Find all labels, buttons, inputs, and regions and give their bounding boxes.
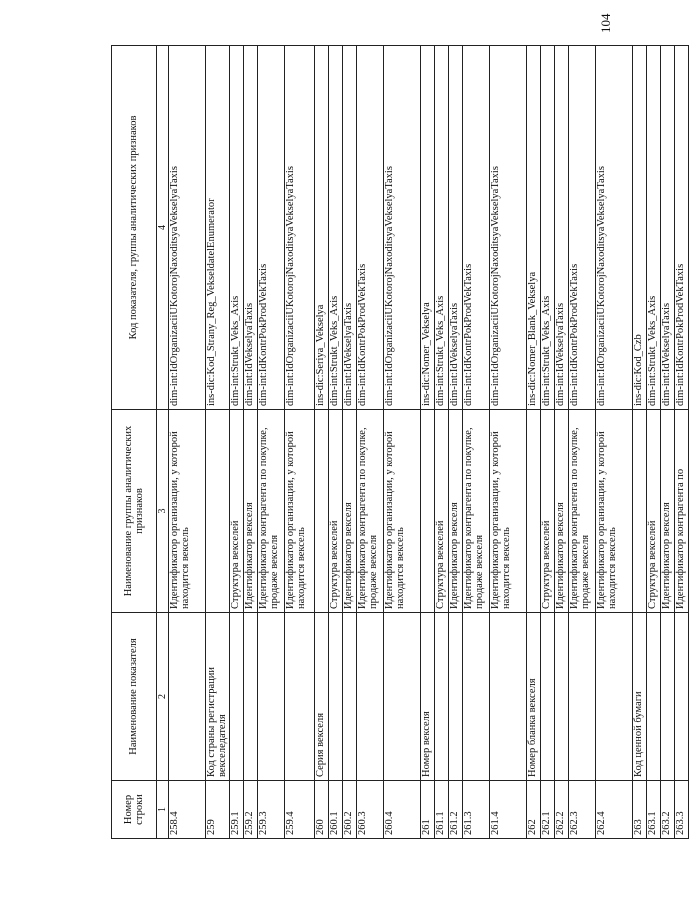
indicator-name <box>540 613 554 781</box>
indicator-code: dim-int:IdVekselyaTaxis <box>554 46 568 410</box>
table-row <box>257 46 284 839</box>
group-name: Идентификатор векселя <box>243 410 257 613</box>
indicator-name: Номер бланка векселя <box>526 613 540 781</box>
table-row <box>206 46 230 839</box>
indicator-name <box>674 613 688 781</box>
table-row <box>314 46 328 839</box>
table-row <box>595 46 632 839</box>
group-name: Идентификатор организации, у которой находится вексель <box>489 410 526 613</box>
table-row <box>462 46 489 839</box>
table-row <box>420 46 434 839</box>
indicator-code: dim-int:IdKontrPokProdVekTaxis <box>257 46 284 410</box>
group-name: Идентификатор контрагента по покупке, продаже векселя <box>356 410 383 613</box>
row-number: 263.3 <box>674 781 688 839</box>
group-name: Идентификатор контрагента по покупке, продаже векселя <box>462 410 489 613</box>
indicator-name <box>169 613 206 781</box>
table-row <box>383 46 420 839</box>
group-name: Идентификатор организации, у которой находится вексель <box>595 410 632 613</box>
group-name: Идентификатор организации, у которой находится вексель <box>383 410 420 613</box>
indicator-code: dim-int:IdOrganizaciiUKotorojNaxoditsyaVekselyaTaxis <box>595 46 632 410</box>
row-number: 259 <box>206 781 230 839</box>
indicator-code: dim-int:IdKontrPokProdVekTaxis <box>462 46 489 410</box>
row-number: 261.1 <box>434 781 448 839</box>
column-number: 4 <box>157 46 169 410</box>
row-number: 259.4 <box>284 781 314 839</box>
group-name <box>206 410 230 613</box>
indicator-name <box>448 613 462 781</box>
group-name: Идентификатор векселя <box>342 410 356 613</box>
indicator-name: Номер векселя <box>420 613 434 781</box>
table-row <box>328 46 342 839</box>
indicator-code: dim-int:IdVekselyaTaxis <box>243 46 257 410</box>
table-row <box>434 46 448 839</box>
row-number: 260.1 <box>328 781 342 839</box>
group-name: Идентификатор организации, у которой находится вексель <box>284 410 314 613</box>
table-row <box>646 46 660 839</box>
row-number: 262.2 <box>554 781 568 839</box>
column-number: 1 <box>157 781 169 839</box>
table-row <box>342 46 356 839</box>
group-name: Структура векселей <box>229 410 243 613</box>
group-name <box>420 410 434 613</box>
indicator-code: ins-dic:Nomer_Vekselya <box>420 46 434 410</box>
indicator-table <box>111 45 689 839</box>
indicator-code: dim-int:IdOrganizaciiUKotorojNaxoditsyaVekselyaTaxis <box>169 46 206 410</box>
indicator-code: dim-int:IdOrganizaciiUKotorojNaxoditsyaVekselyaTaxis <box>284 46 314 410</box>
indicator-code: ins-dic:Kod_Strany_Reg_VekseldatelEnumerator <box>206 46 230 410</box>
row-number: 261.2 <box>448 781 462 839</box>
indicator-name <box>660 613 674 781</box>
row-number: 263.2 <box>660 781 674 839</box>
group-name: Идентификатор контрагента по покупке, продаже векселя <box>257 410 284 613</box>
group-name <box>314 410 328 613</box>
row-number: 259.2 <box>243 781 257 839</box>
table-row <box>632 46 646 839</box>
group-name <box>526 410 540 613</box>
indicator-name <box>243 613 257 781</box>
table-row <box>540 46 554 839</box>
group-name <box>632 410 646 613</box>
table-body <box>169 46 689 839</box>
indicator-code: dim-int:IdKontrPokProdVekTaxis <box>674 46 688 410</box>
column-numbers-row <box>157 46 169 839</box>
header-row-number: Номер строки <box>112 781 157 839</box>
table-header-row <box>112 46 157 839</box>
group-name: Идентификатор контрагента по <box>674 410 688 613</box>
table-row <box>660 46 674 839</box>
header-code: Код показателя, группы аналитических признаков <box>112 46 157 410</box>
row-number: 260.2 <box>342 781 356 839</box>
indicator-name <box>595 613 632 781</box>
group-name: Идентификатор организации, у которой находится вексель <box>169 410 206 613</box>
table-row <box>554 46 568 839</box>
group-name: Структура векселей <box>540 410 554 613</box>
indicator-name <box>383 613 420 781</box>
row-number: 262.4 <box>595 781 632 839</box>
row-number: 260.3 <box>356 781 383 839</box>
row-number: 261.3 <box>462 781 489 839</box>
column-number: 3 <box>157 410 169 613</box>
group-name: Структура векселей <box>328 410 342 613</box>
row-number: 259.1 <box>229 781 243 839</box>
indicator-code: dim-int:IdOrganizaciiUKotorojNaxoditsyaVekselyaTaxis <box>489 46 526 410</box>
table-row <box>568 46 595 839</box>
row-number: 263 <box>632 781 646 839</box>
indicator-code: dim-int:IdVekselyaTaxis <box>660 46 674 410</box>
row-number: 262.1 <box>540 781 554 839</box>
indicator-code: dim-int:Strukt_Veks_Axis <box>540 46 554 410</box>
table-row <box>674 46 688 839</box>
indicator-code: dim-int:IdOrganizaciiUKotorojNaxoditsyaVekselyaTaxis <box>383 46 420 410</box>
indicator-name <box>568 613 595 781</box>
indicator-name: Серия векселя <box>314 613 328 781</box>
table-row <box>243 46 257 839</box>
row-number: 261.4 <box>489 781 526 839</box>
indicator-name <box>257 613 284 781</box>
indicator-name <box>462 613 489 781</box>
header-group-name: Наименование группы аналитических признаков <box>112 410 157 613</box>
indicator-name <box>554 613 568 781</box>
indicator-code: ins-dic:Seriya_Vekselya <box>314 46 328 410</box>
indicator-code: dim-int:IdKontrPokProdVekTaxis <box>568 46 595 410</box>
indicator-code: dim-int:IdVekselyaTaxis <box>448 46 462 410</box>
table-row <box>284 46 314 839</box>
group-name: Идентификатор контрагента по покупке, продаже векселя <box>568 410 595 613</box>
table-row <box>356 46 383 839</box>
indicator-name: Код страны регистрации векселедателя <box>206 613 230 781</box>
indicator-name <box>489 613 526 781</box>
group-name: Структура векселей <box>646 410 660 613</box>
table-row <box>229 46 243 839</box>
group-name: Идентификатор векселя <box>660 410 674 613</box>
column-number: 2 <box>157 613 169 781</box>
indicator-code: ins-dic:Nomer_Blank_Vekselya <box>526 46 540 410</box>
indicator-name <box>328 613 342 781</box>
row-number: 259.3 <box>257 781 284 839</box>
indicator-code: dim-int:Strukt_Veks_Axis <box>328 46 342 410</box>
group-name: Идентификатор векселя <box>448 410 462 613</box>
table-row <box>526 46 540 839</box>
table-row <box>489 46 526 839</box>
indicator-name <box>434 613 448 781</box>
page-number: 104 <box>598 13 613 33</box>
group-name: Структура векселей <box>434 410 448 613</box>
indicator-code: dim-int:IdVekselyaTaxis <box>342 46 356 410</box>
indicator-name <box>356 613 383 781</box>
indicator-code: dim-int:Strukt_Veks_Axis <box>229 46 243 410</box>
row-number: 263.1 <box>646 781 660 839</box>
indicator-code: dim-int:Strukt_Veks_Axis <box>646 46 660 410</box>
indicator-name <box>284 613 314 781</box>
row-number: 260 <box>314 781 328 839</box>
row-number: 261 <box>420 781 434 839</box>
group-name: Идентификатор векселя <box>554 410 568 613</box>
row-number: 262 <box>526 781 540 839</box>
indicator-name <box>342 613 356 781</box>
indicator-code: dim-int:IdKontrPokProdVekTaxis <box>356 46 383 410</box>
indicator-name: Код ценной бумаги <box>632 613 646 781</box>
table-row <box>169 46 206 839</box>
row-number: 258.4 <box>169 781 206 839</box>
row-number: 260.4 <box>383 781 420 839</box>
header-indicator-name: Наименование показателя <box>112 613 157 781</box>
indicator-name <box>229 613 243 781</box>
indicator-code: dim-int:Strukt_Veks_Axis <box>434 46 448 410</box>
indicator-name <box>646 613 660 781</box>
table-row <box>448 46 462 839</box>
row-number: 262.3 <box>568 781 595 839</box>
indicator-code: ins-dic:Kod_Czb <box>632 46 646 410</box>
